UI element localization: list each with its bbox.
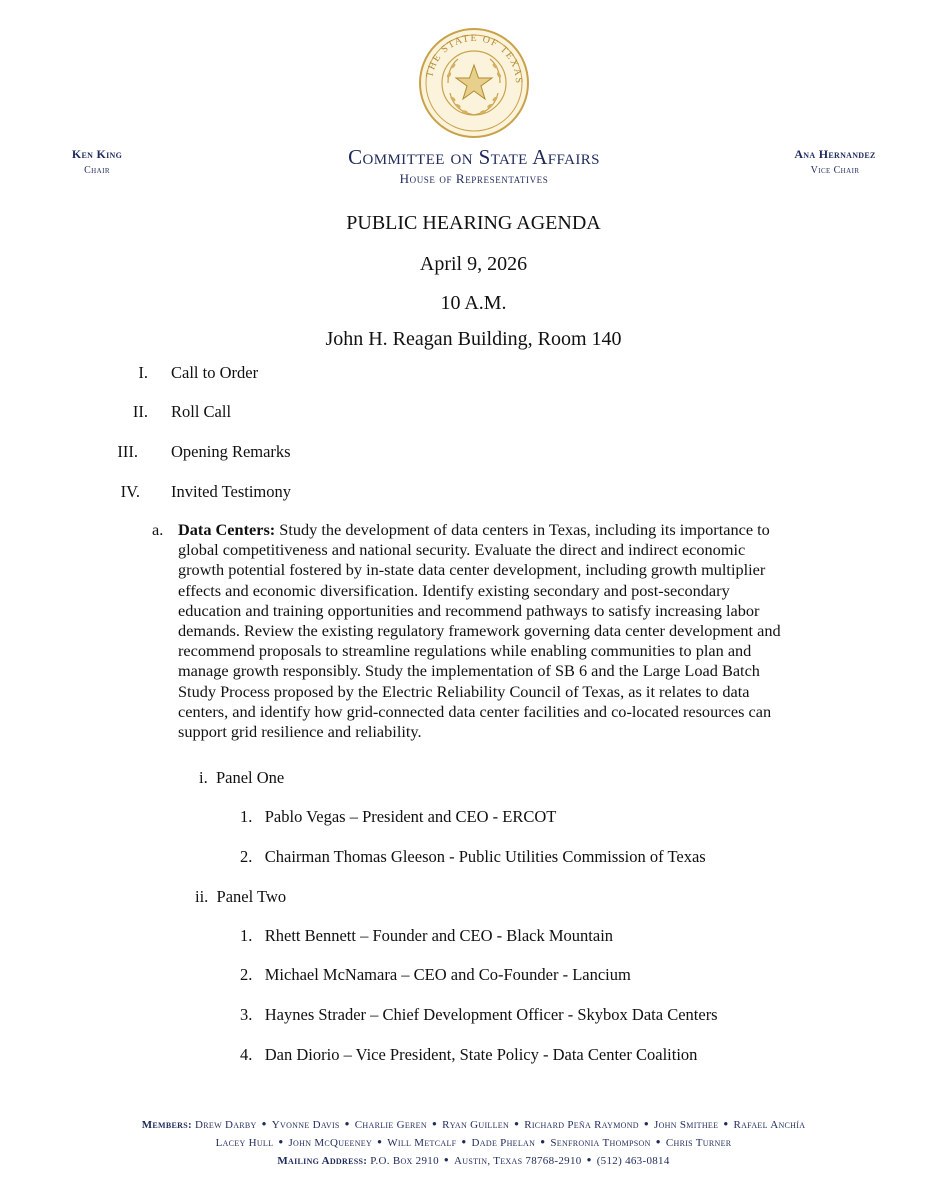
footer-item: Ryan Guillen [442, 1119, 510, 1131]
footer-item: Senfronia Thompson [550, 1137, 651, 1149]
footer-label: Members: [141, 1119, 192, 1131]
item-marker: a. [152, 520, 164, 539]
footer-item: Austin, Texas 78768-2910 [454, 1155, 582, 1167]
panel-heading [199, 768, 284, 788]
bullet-icon: ● [377, 1137, 383, 1146]
witness-text: Michael McNamara – CEO and Co-Founder - Lancium [264, 965, 631, 984]
footer-item: Yvonne Davis [271, 1119, 340, 1131]
seal-text: THE STATE OF TEXAS [424, 32, 525, 85]
bullet-icon: ● [344, 1119, 350, 1128]
vice-chair-name: Ana Hernandez [794, 147, 876, 161]
footer-item: Dade Phelan [471, 1137, 536, 1149]
chair-role: Chair [84, 165, 110, 176]
item-line: global competitiveness and national security. Evaluate the direct and indirect economic [178, 540, 746, 560]
members-line-2 [0, 1137, 947, 1149]
witness-text: Haynes Strader – Chief Development Officer - Skybox Data Centers [264, 1005, 718, 1024]
item-description [178, 520, 842, 742]
item-line: growth potential fostered by in-state data center development, including growth multiplier [178, 560, 766, 580]
witness-item [240, 847, 706, 867]
witness-text: Dan Diorio – Vice President, State Policy - Data Center Coalition [264, 1045, 698, 1064]
agenda-label: Call to Order [171, 363, 259, 382]
panel-number: i. [199, 768, 208, 787]
witness-item [240, 965, 631, 985]
witness-number: 2. [240, 965, 253, 984]
bullet-icon: ● [655, 1137, 661, 1146]
witness-number: 1. [240, 926, 253, 945]
agenda-number: III. [117, 442, 138, 461]
agenda-label: Opening Remarks [171, 442, 291, 461]
footer-item: Rafael Anchía [733, 1119, 806, 1131]
data-centers-item [152, 520, 842, 742]
item-line: support grid resilience and reliability. [178, 722, 422, 742]
members-line-1 [0, 1119, 947, 1131]
witness-item [240, 807, 556, 827]
panel-heading [195, 887, 286, 907]
committee-block [300, 145, 648, 187]
witness-text: Rhett Bennett – Founder and CEO - Black Mountain [264, 926, 614, 945]
footer-label: Mailing Address: [277, 1155, 368, 1167]
witness-item [240, 1005, 718, 1025]
witness-text: Pablo Vegas – President and CEO - ERCOT [264, 807, 557, 826]
footer-item: Chris Turner [665, 1137, 732, 1149]
footer-item: Drew Darby [195, 1119, 257, 1131]
agenda-number: I. [138, 363, 148, 382]
panel-label: Panel Two [216, 887, 287, 906]
bullet-icon: ● [540, 1137, 546, 1146]
bullet-icon: ● [278, 1137, 284, 1146]
bullet-icon: ● [461, 1137, 467, 1146]
footer-item: Charlie Geren [354, 1119, 427, 1131]
item-line: education and training opportunities and recommend pathways to satisfy increasing labor [178, 600, 760, 620]
agenda-label: Invited Testimony [171, 482, 291, 501]
hearing-date: April 9, 2026 [419, 253, 528, 275]
chair-block [58, 147, 136, 176]
item-line: Study the development of data centers in Texas, including its importance to [279, 520, 770, 539]
footer-item: Richard Peña Raymond [524, 1119, 639, 1131]
panel-label: Panel One [215, 768, 285, 787]
witness-number: 2. [240, 847, 253, 866]
item-line: centers, and identify how grid-connected data center facilities and co-located resources can [178, 701, 772, 721]
footer-item: P.O. Box 2910 [370, 1155, 439, 1167]
item-lead: Data Centers: [178, 520, 276, 539]
witness-item [240, 1045, 697, 1065]
chair-name: Ken King [71, 147, 123, 161]
hearing-location: John H. Reagan Building, Room 140 [325, 328, 622, 350]
witness-number: 3. [240, 1005, 253, 1024]
agenda-heading: PUBLIC HEARING AGENDA [346, 212, 601, 234]
panel-number: ii. [195, 887, 209, 906]
footer-item: (512) 463-0814 [596, 1155, 670, 1167]
footer-item: Lacey Hull [215, 1137, 274, 1149]
item-line: manage growth responsibly. Study the implementation of SB 6 and the Large Load Batch [178, 661, 760, 681]
footer-item: John Smithee [654, 1119, 719, 1131]
footer-item: John McQueeney [288, 1137, 373, 1149]
witness-item [240, 926, 613, 946]
footer-item: Will Metcalf [387, 1137, 457, 1149]
bullet-icon: ● [261, 1119, 267, 1128]
committee-name: Committee on State Affairs [348, 145, 600, 169]
bullet-icon: ● [723, 1119, 729, 1128]
item-line: demands. Review the existing regulatory framework governing data center development and [178, 621, 781, 641]
house-name: House of Representatives [399, 171, 549, 186]
bullet-icon: ● [514, 1119, 520, 1128]
item-line: recommend proposals to streamline regulations while enabling communities to plan and [178, 641, 752, 661]
vice-chair-block [780, 147, 890, 176]
witness-text: Chairman Thomas Gleeson - Public Utilities Commission of Texas [264, 847, 706, 866]
item-line: effects and economic diversification. Identify existing secondary and post-secondary [178, 580, 730, 600]
hearing-time: 10 A.M. [440, 292, 507, 314]
bullet-icon: ● [643, 1119, 650, 1128]
state-seal-icon [418, 27, 530, 139]
vice-chair-role: Vice Chair [810, 165, 860, 176]
item-line: Study Process proposed by the Electric Reliability Council of Texas, as it relates to data [178, 681, 750, 701]
witness-number: 1. [240, 807, 253, 826]
mailing-address-line [0, 1155, 947, 1167]
agenda-number: II. [132, 402, 148, 421]
agenda-number: IV. [120, 482, 140, 501]
bullet-icon: ● [431, 1119, 438, 1128]
agenda-label: Roll Call [171, 402, 232, 421]
witness-number: 4. [240, 1045, 253, 1064]
bullet-icon: ● [443, 1155, 450, 1164]
bullet-icon: ● [586, 1155, 592, 1164]
